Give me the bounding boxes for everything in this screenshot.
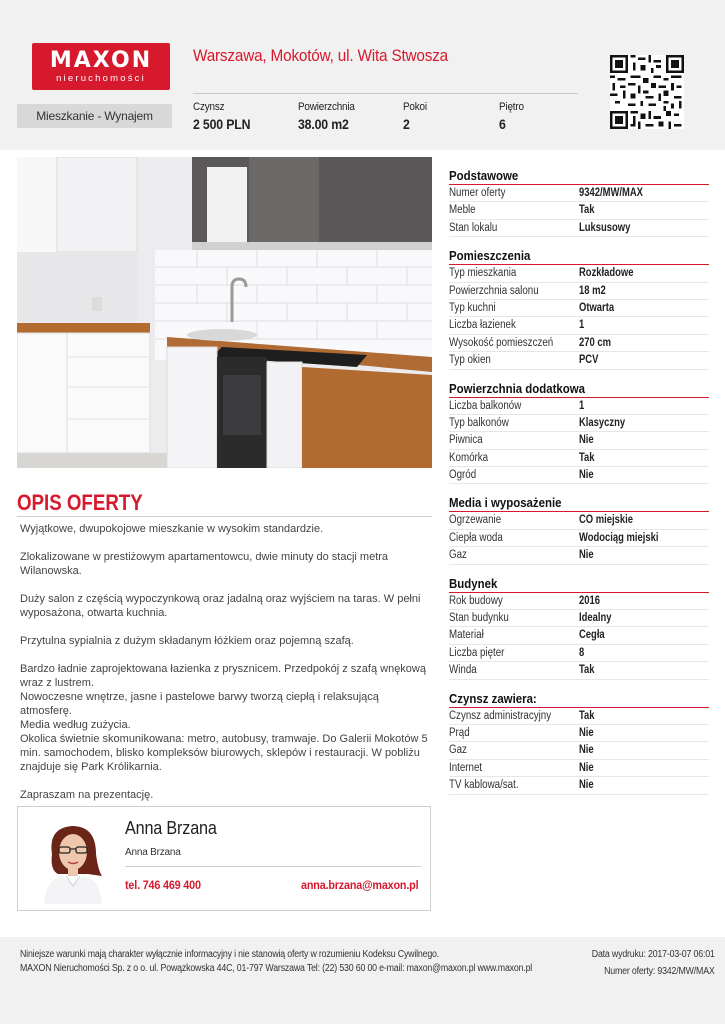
detail-value: 9342/MW/MAX: [579, 187, 643, 199]
detail-value: Rozkładowe: [579, 267, 634, 280]
detail-value: 270 cm: [579, 336, 611, 349]
stat-rooms-label: Pokoi: [403, 101, 427, 113]
detail-value: CO miejskie: [579, 514, 633, 527]
detail-row: [449, 220, 709, 237]
detail-row: [449, 662, 709, 679]
detail-value: 1: [579, 319, 585, 332]
detail-row: [449, 450, 709, 467]
detail-value: Tak: [579, 451, 595, 464]
stat-area-value: 38.00 m2: [298, 116, 349, 132]
details-panel: [449, 167, 709, 805]
description-paragraph: Zlokalizowane w prestiżowym apartamentowcu, dwie minuty do stacji metra Wilanowska.: [20, 551, 389, 577]
detail-row: [449, 202, 709, 219]
detail-row: [449, 725, 709, 742]
footer-offer-number: Numer oferty: 9342/MW/MAX: [604, 966, 715, 977]
qr-code-icon[interactable]: [610, 55, 684, 129]
stat-floor-value: 6: [499, 116, 506, 132]
detail-row: [449, 265, 709, 282]
stat-floor: [499, 101, 527, 132]
stat-area-label: Powierzchnia: [298, 101, 355, 113]
detail-row: [449, 415, 709, 432]
detail-value: 1: [579, 399, 585, 412]
detail-row: [449, 645, 709, 662]
detail-value: Nie: [579, 744, 594, 757]
detail-value: 8: [579, 646, 585, 659]
agent-email-link[interactable]: anna.brzana@maxon.pl: [300, 878, 418, 892]
section-title: Pomieszczenia: [449, 248, 531, 264]
detail-row: [449, 708, 709, 725]
description-paragraph: Duży salon z częścią wypoczynkową oraz jadalną oraz wyjściem na taras. W pełni wyposażona, otwarta kuchnia.: [20, 593, 421, 619]
detail-value: Nie: [579, 549, 594, 562]
detail-key: Winda: [449, 664, 477, 677]
section-building: [449, 575, 709, 680]
detail-key: Stan budynku: [449, 612, 509, 625]
detail-value: Nie: [579, 469, 594, 482]
detail-key: Typ okien: [449, 354, 491, 367]
detail-key: Ogród: [449, 469, 477, 482]
section-title: Media i wyposażenie: [449, 495, 562, 511]
detail-row: [449, 547, 709, 564]
footer-print-date: Data wydruku: 2017-03-07 06:01: [592, 949, 715, 960]
detail-key: Liczba balkonów: [449, 399, 522, 412]
section-title: Powierzchnia dodatkowa: [449, 380, 586, 396]
logo-sub-text: nieruchomości: [56, 73, 146, 84]
agent-subname: Anna Brzana: [125, 847, 181, 858]
section-rent-includes: [449, 690, 709, 795]
description-divider: [17, 516, 432, 517]
detail-key: Meble: [449, 204, 476, 217]
description-paragraph: Wyjątkowe, dwupokojowe mieszkanie w wysokim standardzie.: [20, 523, 324, 535]
detail-key: Czynsz administracyjny: [449, 709, 552, 722]
stat-rent-value: 2 500 PLN: [193, 116, 251, 132]
detail-value: Klasyczny: [579, 416, 626, 429]
description-title: OPIS OFERTY: [17, 490, 143, 515]
detail-value: Nie: [579, 726, 594, 739]
detail-value: Nie: [579, 434, 594, 447]
detail-row: [449, 467, 709, 484]
detail-value: Nie: [579, 779, 594, 792]
detail-key: TV kablowa/sat.: [449, 779, 519, 792]
stat-rent: [193, 101, 258, 132]
logo-main-text: MAXON: [49, 48, 153, 73]
detail-row: [449, 317, 709, 334]
detail-key: Gaz: [449, 744, 467, 757]
detail-key: Piwnica: [449, 434, 483, 447]
detail-row: [449, 760, 709, 777]
detail-row: [449, 593, 709, 610]
detail-value: Cegła: [579, 629, 605, 642]
stat-rooms-value: 2: [403, 116, 410, 132]
detail-row: [449, 512, 709, 529]
maxon-logo[interactable]: [32, 43, 170, 90]
section-basic: [449, 167, 709, 237]
agent-avatar: [38, 814, 108, 904]
description-paragraph: Bardzo ładnie zaprojektowana łazienka z prysznicem. Przedpokój z szafą wnękową wraz z lustrem. Nowoczesne wnętrze, jasne i pastelowe barwy tworzą ciepłą i relaksującą atmosferę. Media według zużycia. Okolica świetnie skomunikowana: metro, autobusy, tramwaje. Do Galerii Mokotów 5 min. samochodem, blisko kompleksów biurowych, sklepów i restauracji. W pobliżu znajduje się Park Królikarnia.: [20, 663, 428, 773]
header: [0, 0, 725, 150]
detail-row: [449, 610, 709, 627]
detail-key: Ciepła woda: [449, 531, 503, 544]
detail-row: [449, 742, 709, 759]
header-divider: [193, 93, 578, 94]
stat-rooms: [403, 101, 430, 132]
detail-row: [449, 335, 709, 352]
agent-name: Anna Brzana: [125, 818, 217, 838]
detail-key: Komórka: [449, 451, 489, 464]
footer-company-info: MAXON Nieruchomości Sp. z o o. ul. Powązkowska 44C, 01-797 Warszawa Tel: (22) 530 60 00 e-mail: maxon@maxon.pl www.maxon.pl: [20, 963, 533, 974]
detail-key: Rok budowy: [449, 594, 503, 607]
detail-row: [449, 777, 709, 794]
detail-key: Prąd: [449, 726, 470, 739]
detail-row: [449, 432, 709, 449]
section-media: [449, 494, 709, 564]
stat-rent-label: Czynsz: [193, 101, 225, 113]
detail-row: [449, 627, 709, 644]
detail-key: Powierzchnia salonu: [449, 284, 539, 297]
section-extra-area: [449, 380, 709, 485]
property-photo[interactable]: [17, 157, 432, 468]
detail-key: Internet: [449, 761, 483, 774]
detail-value: PCV: [579, 354, 599, 367]
detail-key: Typ kuchni: [449, 301, 496, 314]
property-address: Warszawa, Mokotów, ul. Wita Stwosza: [193, 46, 449, 65]
detail-key: Liczba pięter: [449, 646, 505, 659]
detail-row: [449, 283, 709, 300]
section-title: Czynsz zawiera:: [449, 690, 537, 706]
detail-key: Wysokość pomieszczeń: [449, 336, 554, 349]
detail-value: 18 m2: [579, 284, 606, 297]
detail-key: Ogrzewanie: [449, 514, 502, 527]
detail-row: [449, 352, 709, 369]
detail-value: Nie: [579, 761, 594, 774]
detail-value: 2016: [579, 594, 600, 607]
detail-value: Tak: [579, 204, 595, 217]
section-title: Budynek: [449, 575, 498, 591]
stat-area: [298, 101, 361, 132]
detail-key: Typ balkonów: [449, 416, 509, 429]
detail-row: [449, 530, 709, 547]
detail-row: [449, 398, 709, 415]
section-rooms: [449, 247, 709, 369]
footer: [0, 937, 725, 1024]
detail-key: Materiał: [449, 629, 484, 642]
stat-floor-label: Piętro: [499, 101, 524, 113]
description-paragraph: Przytulna sypialnia z dużym składanym łóżkiem oraz pojemną szafą.: [20, 635, 354, 647]
detail-value: Luksusowy: [579, 221, 631, 234]
footer-disclaimer: Niniejsze warunki mają charakter wyłącznie informacyjny i nie stanowią oferty w rozumieniu Kodeksu Cywilnego.: [20, 949, 440, 960]
section-title: Podstawowe: [449, 168, 519, 183]
detail-value: Tak: [579, 709, 595, 722]
detail-value: Tak: [579, 664, 595, 677]
description-body: [20, 522, 430, 802]
agent-card: [17, 806, 431, 911]
agent-divider: [125, 866, 421, 867]
detail-key: Gaz: [449, 549, 467, 562]
detail-row: [449, 300, 709, 317]
detail-row: [449, 185, 709, 202]
detail-key: Typ mieszkania: [449, 267, 517, 280]
description-paragraph: Zapraszam na prezentację.: [20, 789, 154, 801]
property-type-badge: Mieszkanie - Wynajem: [17, 104, 172, 128]
agent-phone-link[interactable]: tel. 746 469 400: [125, 878, 201, 892]
detail-key: Numer oferty: [449, 187, 506, 199]
detail-key: Stan lokalu: [449, 221, 498, 234]
detail-key: Liczba łazienek: [449, 319, 516, 332]
detail-value: Otwarta: [579, 301, 615, 314]
detail-value: Idealny: [579, 612, 612, 625]
detail-value: Wodociąg miejski: [579, 531, 659, 544]
